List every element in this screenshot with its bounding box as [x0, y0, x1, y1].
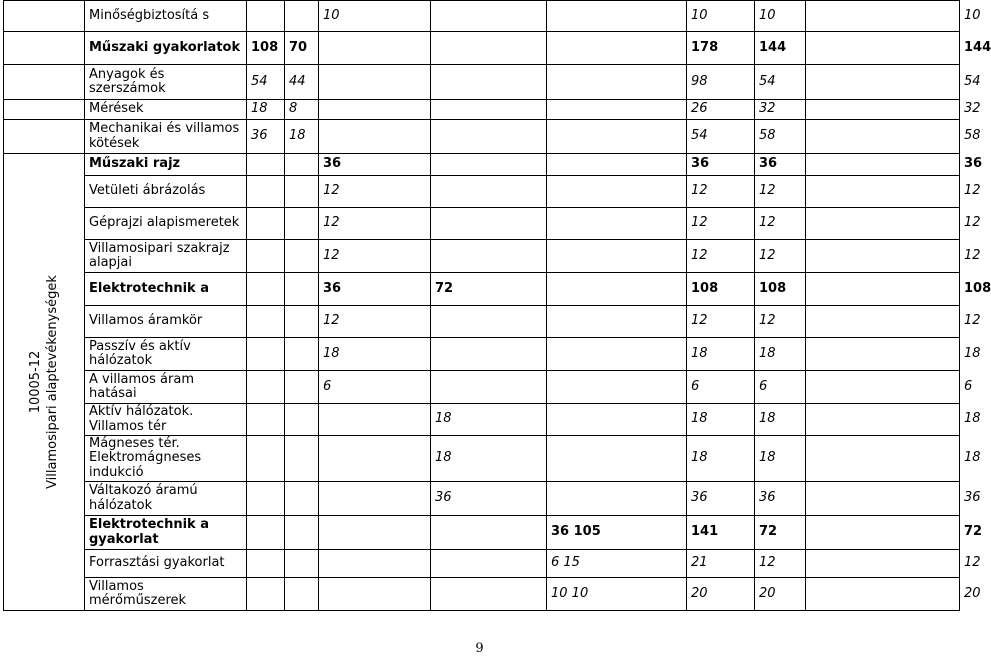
hours-cell-7: 58 [755, 120, 806, 154]
hours-cell-3 [319, 65, 431, 100]
page-number: 9 [475, 641, 484, 656]
hours-cell-2 [285, 208, 319, 240]
hours-cell-4: 18 [431, 404, 547, 436]
hours-cell-2 [285, 371, 319, 404]
table-row: 10005-12 Villamosipari alaptevékenységek Műszaki rajz 36 36 36 36 [4, 154, 960, 176]
hours-cell-2 [285, 240, 319, 273]
hours-cell-8 [806, 338, 960, 371]
hours-cell-1 [247, 482, 285, 516]
hours-cell-8 [806, 208, 960, 240]
sidebar-cell-empty [4, 32, 85, 65]
hours-cell-5: 6 15 [547, 550, 687, 578]
hours-cell-6: 12 [687, 240, 755, 273]
hours-cell-2 [285, 578, 319, 611]
subject-name: Váltakozó áramú hálózatok [85, 482, 247, 516]
hours-cell-8 [806, 120, 960, 154]
hours-cell-7: 18 [755, 404, 806, 436]
hours-cell-7: 10 [755, 1, 806, 32]
hours-cell-4: 36 [431, 482, 547, 516]
hours-cell-6: 21 [687, 550, 755, 578]
hours-cell-2: 18 [285, 120, 319, 154]
table-row: Minőségbiztosítá s 10 10 10 10 [4, 1, 960, 32]
hours-cell-4 [431, 371, 547, 404]
hours-cell-4 [431, 65, 547, 100]
hours-cell-6: 108 [687, 273, 755, 306]
hours-cell-8 [806, 550, 960, 578]
table-row: Villamosipari szakrajz alapjai 12 12 12 12 [4, 240, 960, 273]
hours-cell-3 [319, 120, 431, 154]
hours-cell-1 [247, 154, 285, 176]
hours-cell-7: 32 [755, 100, 806, 120]
hours-cell-4 [431, 176, 547, 208]
hours-cell-1 [247, 404, 285, 436]
table-row: Elektrotechnik a gyakorlat 36 105 141 72 72 [4, 516, 960, 550]
hours-cell-8 [806, 371, 960, 404]
curriculum-table [3, 0, 991, 611]
hours-cell-1 [247, 550, 285, 578]
hours-cell-5 [547, 273, 687, 306]
hours-cell-8 [806, 482, 960, 516]
hours-cell-1 [247, 338, 285, 371]
hours-cell-2: 44 [285, 65, 319, 100]
hours-cell-4 [431, 516, 547, 550]
hours-cell-3: 12 [319, 208, 431, 240]
hours-cell-5 [547, 100, 687, 120]
hours-cell-2 [285, 436, 319, 482]
subject-name: Mérések [85, 100, 247, 120]
hours-cell-7: 36 [755, 154, 806, 176]
hours-cell-5 [547, 482, 687, 516]
hours-cell-5: 36 105 [547, 516, 687, 550]
hours-cell-6: 18 [687, 436, 755, 482]
hours-cell-7: 12 [755, 306, 806, 338]
subject-name: Mechanikai és villamos kötések [85, 120, 247, 154]
hours-cell-1 [247, 578, 285, 611]
hours-cell-8 [806, 1, 960, 32]
hours-cell-3 [319, 482, 431, 516]
subject-name: Elektrotechnik a [85, 273, 247, 306]
subject-name: Anyagok és szerszámok [85, 65, 247, 100]
table-row: Villamos mérőműszerek 10 10 20 20 20 [4, 578, 960, 611]
hours-cell-1 [247, 436, 285, 482]
hours-cell-2 [285, 404, 319, 436]
sidebar-label [27, 275, 61, 489]
hours-cell-7: 18 [755, 338, 806, 371]
hours-cell-7: 36 [755, 482, 806, 516]
subject-name: Mágneses tér. Elektromágneses indukció [85, 436, 247, 482]
hours-cell-7: 6 [755, 371, 806, 404]
hours-cell-6: 178 [687, 32, 755, 65]
hours-cell-7: 12 [755, 208, 806, 240]
hours-cell-4 [431, 1, 547, 32]
hours-cell-2: 70 [285, 32, 319, 65]
hours-cell-4 [431, 306, 547, 338]
hours-cell-6: 20 [687, 578, 755, 611]
hours-cell-3 [319, 404, 431, 436]
table-row: Forrasztási gyakorlat 6 15 21 12 12 [4, 550, 960, 578]
hours-cell-4 [431, 208, 547, 240]
hours-cell-2 [285, 550, 319, 578]
hours-cell-6: 18 [687, 338, 755, 371]
table-row: Váltakozó áramú hálózatok 36 36 36 36 [4, 482, 960, 516]
hours-cell-8 [806, 578, 960, 611]
hours-cell-4 [431, 550, 547, 578]
hours-cell-8 [806, 273, 960, 306]
hours-cell-6: 12 [687, 208, 755, 240]
hours-cell-7: 12 [755, 550, 806, 578]
hours-cell-3 [319, 436, 431, 482]
hours-cell-2 [285, 273, 319, 306]
hours-cell-8 [806, 240, 960, 273]
hours-cell-1 [247, 1, 285, 32]
sidebar-cell [4, 154, 85, 611]
hours-cell-6: 54 [687, 120, 755, 154]
hours-cell-4 [431, 578, 547, 611]
hours-cell-8 [806, 154, 960, 176]
hours-cell-1 [247, 176, 285, 208]
hours-cell-7: 108 [755, 273, 806, 306]
hours-cell-6: 26 [687, 100, 755, 120]
hours-cell-7: 54 [755, 65, 806, 100]
hours-cell-1 [247, 306, 285, 338]
subject-name: Aktív hálózatok. Villamos tér [85, 404, 247, 436]
table-row: Anyagok és szerszámok 54 44 98 54 54 [4, 65, 960, 100]
subject-name: Villamosipari szakrajz alapjai [85, 240, 247, 273]
subject-name: Forrasztási gyakorlat [85, 550, 247, 578]
hours-cell-2 [285, 306, 319, 338]
hours-cell-6: 141 [687, 516, 755, 550]
sidebar-cell-empty [4, 65, 85, 100]
hours-cell-3 [319, 32, 431, 65]
hours-cell-3 [319, 578, 431, 611]
table-row: Aktív hálózatok. Villamos tér 18 18 18 18 [4, 404, 960, 436]
hours-cell-4 [431, 240, 547, 273]
table-row: Mágneses tér. Elektromágneses indukció 18 18 18 18 [4, 436, 960, 482]
hours-cell-7: 12 [755, 176, 806, 208]
hours-cell-5 [547, 176, 687, 208]
hours-cell-2 [285, 338, 319, 371]
hours-cell-8 [806, 516, 960, 550]
hours-cell-6: 36 [687, 154, 755, 176]
hours-cell-6: 10 [687, 1, 755, 32]
hours-cell-5 [547, 306, 687, 338]
subject-name: Vetületi ábrázolás [85, 176, 247, 208]
hours-cell-7: 12 [755, 240, 806, 273]
hours-cell-3: 12 [319, 240, 431, 273]
hours-cell-4 [431, 32, 547, 65]
hours-cell-8 [806, 100, 960, 120]
hours-cell-3: 12 [319, 306, 431, 338]
hours-cell-3 [319, 550, 431, 578]
sidebar-code: 10005-12 [28, 350, 43, 414]
table-row: Elektrotechnik a 36 72 108 108 108 [4, 273, 960, 306]
hours-cell-3: 18 [319, 338, 431, 371]
hours-cell-4 [431, 338, 547, 371]
hours-cell-7: 72 [755, 516, 806, 550]
hours-cell-5 [547, 208, 687, 240]
hours-cell-7: 20 [755, 578, 806, 611]
table-row: Passzív és aktív hálózatok 18 18 18 18 [4, 338, 960, 371]
subject-name: A villamos áram hatásai [85, 371, 247, 404]
hours-cell-6: 6 [687, 371, 755, 404]
hours-cell-6: 12 [687, 176, 755, 208]
hours-cell-5 [547, 32, 687, 65]
hours-cell-5 [547, 65, 687, 100]
hours-cell-1 [247, 371, 285, 404]
table-row: Géprajzi alapismeretek 12 12 12 12 [4, 208, 960, 240]
hours-cell-7: 144 [755, 32, 806, 65]
hours-cell-5 [547, 1, 687, 32]
hours-cell-1 [247, 240, 285, 273]
hours-cell-2 [285, 176, 319, 208]
hours-cell-3 [319, 100, 431, 120]
subject-name: Villamos áramkör [85, 306, 247, 338]
table-row: Mechanikai és villamos kötések 36 18 54 58 58 [4, 120, 960, 154]
hours-cell-2 [285, 1, 319, 32]
table-row: Műszaki gyakorlatok 108 70 178 144 144 [4, 32, 960, 65]
hours-cell-5 [547, 404, 687, 436]
hours-cell-8 [806, 32, 960, 65]
hours-cell-2 [285, 154, 319, 176]
hours-cell-6: 36 [687, 482, 755, 516]
hours-cell-3: 12 [319, 176, 431, 208]
sidebar-title: Villamosipari alaptevékenységek [45, 275, 60, 489]
hours-cell-4 [431, 154, 547, 176]
hours-cell-3: 36 [319, 154, 431, 176]
hours-cell-1: 18 [247, 100, 285, 120]
hours-cell-8 [806, 65, 960, 100]
hours-cell-8 [806, 436, 960, 482]
hours-cell-3: 10 [319, 1, 431, 32]
subject-name: Passzív és aktív hálózatok [85, 338, 247, 371]
hours-cell-8 [806, 176, 960, 208]
hours-cell-5: 10 10 [547, 578, 687, 611]
hours-cell-5 [547, 371, 687, 404]
hours-cell-1: 54 [247, 65, 285, 100]
hours-cell-5 [547, 338, 687, 371]
hours-cell-8 [806, 306, 960, 338]
hours-cell-2 [285, 482, 319, 516]
hours-cell-1 [247, 208, 285, 240]
hours-cell-2 [285, 516, 319, 550]
subject-name: Géprajzi alapismeretek [85, 208, 247, 240]
hours-cell-4 [431, 100, 547, 120]
table-row: Vetületi ábrázolás 12 12 12 12 [4, 176, 960, 208]
hours-cell-1: 108 [247, 32, 285, 65]
hours-cell-5 [547, 436, 687, 482]
table-row: A villamos áram hatásai 6 6 6 6 [4, 371, 960, 404]
hours-cell-7: 18 [755, 436, 806, 482]
hours-cell-1 [247, 273, 285, 306]
hours-cell-5 [547, 120, 687, 154]
hours-cell-3: 6 [319, 371, 431, 404]
table-row: Villamos áramkör 12 12 12 12 [4, 306, 960, 338]
hours-cell-4 [431, 120, 547, 154]
subject-name: Villamos mérőműszerek [85, 578, 247, 611]
hours-cell-8 [806, 404, 960, 436]
hours-cell-4: 72 [431, 273, 547, 306]
hours-cell-5 [547, 240, 687, 273]
hours-cell-1 [247, 516, 285, 550]
hours-cell-1: 36 [247, 120, 285, 154]
hours-cell-3: 36 [319, 273, 431, 306]
subject-name: Elektrotechnik a gyakorlat [85, 516, 247, 550]
hours-cell-5 [547, 154, 687, 176]
subject-name: Minőségbiztosítá s [85, 1, 247, 32]
hours-cell-6: 18 [687, 404, 755, 436]
sidebar-cell-empty [4, 1, 85, 32]
sidebar-cell-empty [4, 100, 85, 120]
hours-cell-2: 8 [285, 100, 319, 120]
hours-cell-6: 12 [687, 306, 755, 338]
sidebar-cell-empty [4, 120, 85, 154]
subject-name: Műszaki gyakorlatok [85, 32, 247, 65]
hours-cell-6: 98 [687, 65, 755, 100]
subject-name: Műszaki rajz [85, 154, 247, 176]
hours-cell-4: 18 [431, 436, 547, 482]
hours-cell-3 [319, 516, 431, 550]
table-row: Mérések 18 8 26 32 32 [4, 100, 960, 120]
